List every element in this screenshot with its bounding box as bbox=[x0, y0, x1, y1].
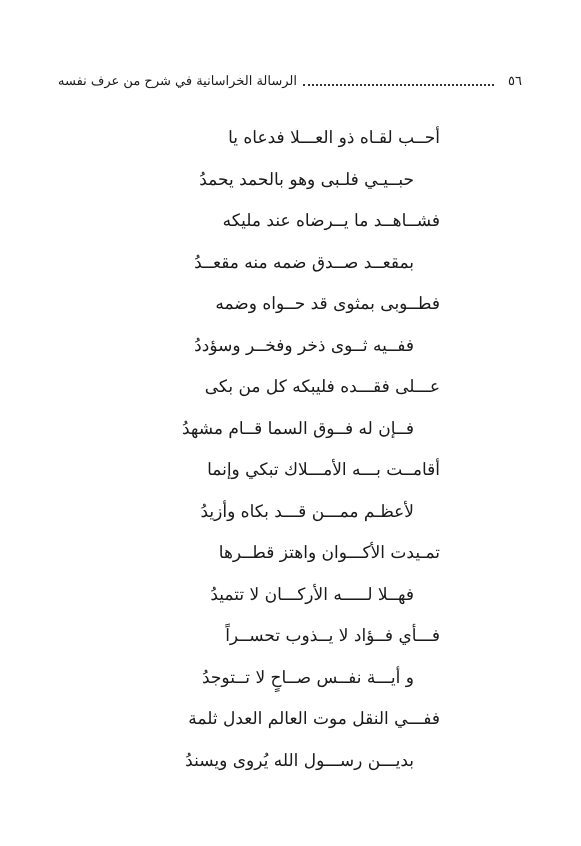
verse-line: فهــلا لـــــه الأركـــان لا تتميدُ bbox=[210, 584, 414, 605]
page-number: ٥٦ bbox=[508, 74, 522, 89]
verse-line: تمـيدت الأكـــوان واهتز قطــرها bbox=[218, 543, 440, 563]
verse-line: بديـــن رســـول الله يُروى ويسندُ bbox=[185, 750, 414, 771]
verse-line: بمقعــد صــدق ضمه منه مقعــدُ bbox=[194, 252, 414, 273]
verse-line: حبــيـي فلـبى وهو بالحمد يحمدُ bbox=[199, 169, 414, 190]
verse-line: فــإن له فــوق السما قــام مشهدُ bbox=[181, 418, 414, 439]
running-header bbox=[58, 70, 522, 94]
verse-line: لأعظـم ممـــن قـــد بكاه وأزيدُ bbox=[200, 501, 414, 522]
verse-line: أحــب لقـاه ذو العـــلا فدعاه يا bbox=[228, 128, 440, 148]
poem bbox=[100, 118, 440, 782]
verse-line: و أيـــة نفــس صــاحٍ لا تــتوجدُ bbox=[202, 667, 414, 688]
verse-line: فـــأي فــؤاد لا يــذوب تحســراً bbox=[225, 626, 440, 646]
header-title: الرسالة الخراسانية في شرح من عرف نفسه bbox=[58, 74, 297, 89]
verse-line: أقامــت بـــه الأمـــلاك تبكي وإنما bbox=[207, 460, 440, 480]
verse-line: فطــوبى بمثوى قد حــواه وضمه bbox=[215, 294, 440, 314]
verse-line: ففـــي النقل موت العالم العدل ثلمة bbox=[188, 709, 440, 729]
verse-line: عـــلى فقـــده فليبكه كل من بكى bbox=[204, 377, 440, 397]
verse-line: ففــيه ثــوى ذخر وفخــر وسؤددُ bbox=[194, 335, 414, 356]
verse-line: فشــاهــد ما يــرضاه عند مليكه bbox=[222, 211, 440, 231]
header-dot-leader bbox=[303, 84, 494, 86]
